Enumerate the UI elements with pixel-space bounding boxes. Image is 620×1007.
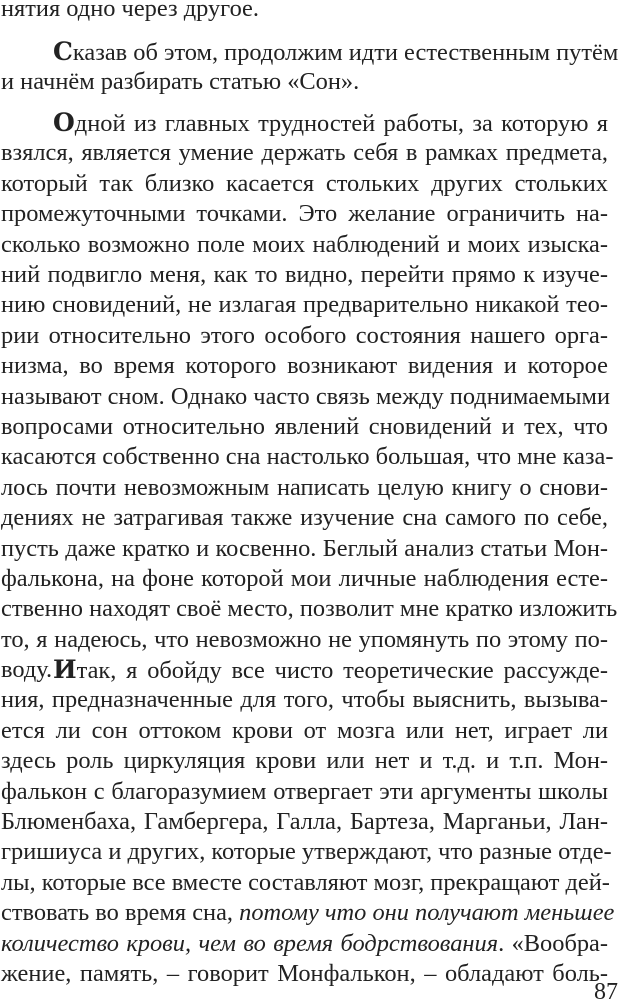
line-text: нятия одно через другое. (1, 0, 259, 22)
text-line (53, 108, 608, 138)
line-text: сколько возможно поле моих наблюдений и моих изыска- (1, 230, 608, 258)
line-text: фалькона, на фоне которой мои личные наблюдения есте- (1, 565, 608, 592)
text-line (53, 655, 608, 685)
line-text-after: . «Вообра- (498, 929, 608, 957)
text-line (1, 625, 608, 655)
text-line (1, 929, 608, 959)
line-text: лось почти невозможным написать целую книгу о снови- (1, 473, 608, 501)
italic-text: потому что они получают меньшее (239, 899, 615, 927)
drop-cap-letter: С (53, 37, 73, 66)
text-line (1, 442, 614, 472)
text-line (1, 412, 608, 442)
text-line (1, 260, 608, 290)
line-text: ствовать во время сна, (1, 899, 240, 927)
text-line (1, 230, 608, 260)
text-line (1, 837, 612, 867)
text-line (1, 898, 615, 928)
text-line (53, 37, 619, 67)
text-line (1, 351, 608, 381)
page-number: 87 (594, 979, 618, 1005)
text-line (1, 290, 608, 320)
line-text: лы, которые все вместе составляют мозг, прекращают дей- (1, 868, 610, 896)
text-line (1, 868, 608, 898)
text-line (1, 564, 608, 594)
text-line (1, 138, 608, 168)
line-text: ется ли сон оттоком крови от мозга или нет, играет ли (1, 716, 608, 744)
line-text: дениях не затрагивая также изучение сна самого по себе, (1, 504, 608, 532)
line-text: касаются собственно сна настолько большая, что мне каза- (1, 443, 614, 471)
line-text: фалькон с благоразумием отвергает эти аргументы школы (1, 777, 608, 805)
text-line (1, 321, 608, 351)
line-text: называют сном. Однако часто связь между поднимаемыми (1, 382, 611, 410)
line-text: дной из главных трудностей работы, за которую я (74, 110, 608, 137)
line-text: гришиуса и других, которые утверждают, что разные отде- (1, 838, 612, 866)
line-text: здесь роль циркуляция крови или нет и т.д. и т.п. Мон- (1, 747, 608, 775)
text-line (1, 382, 611, 412)
line-text: то, я надеюсь, что невозможно не упомянуть по этому по- (1, 625, 608, 653)
line-text: воду. (1, 656, 53, 684)
text-line (1, 777, 608, 807)
text-line (1, 534, 608, 564)
text-line (1, 199, 608, 229)
line-text: и начнём разбирать статью «Сон». (1, 68, 360, 96)
line-text: так, я обойду все чисто теоретические рассужде- (76, 657, 608, 684)
drop-cap-letter: И (53, 655, 77, 684)
line-text: пусть даже кратко и косвенно. Беглый анализ статьи Мон- (1, 534, 608, 562)
text-line (1, 746, 608, 776)
line-text: казав об этом, продолжим идти естественным путём (72, 39, 619, 66)
text-line (1, 0, 608, 24)
line-text: который так близко касается стольких других стольких (1, 169, 608, 197)
line-text: ственно находят своё место, позволит мне кратко изложить (1, 595, 618, 623)
line-text: ния, предназначенные для того, чтобы выяснить, вызыва- (1, 686, 608, 714)
line-text: ний подвигло меня, как то видно, перейти прямо к изуче- (1, 261, 608, 288)
line-text: рии относительно этого особого состояния нашего орга- (1, 321, 608, 349)
line-text: низма, во время которого возникают видения и которое (1, 352, 608, 380)
text-line (1, 807, 608, 837)
line-text: нию сновидений, не излагая предварительно никакой тео- (1, 291, 608, 319)
text-line (1, 716, 608, 746)
text-line (1, 67, 608, 97)
line-text: взялся, является умение держать себя в рамках предмета, (1, 139, 608, 167)
text-line (1, 169, 608, 199)
line-text: Блюменбаха, Гамбергера, Галла, Бартеза, Марганьи, Лан- (1, 808, 608, 835)
line-text: промежуточными точками. Это желание ограничить на- (1, 200, 608, 228)
drop-cap-letter: О (53, 108, 75, 137)
text-line (1, 685, 608, 715)
text-line (1, 594, 618, 624)
text-line (1, 959, 608, 989)
line-text: вопросами относительно явлений сновидений и тех, что (1, 413, 608, 440)
text-line (1, 503, 608, 533)
line-text: жение, память, – говорит Монфалькон, – обладают боль- (1, 960, 608, 987)
text-line (1, 473, 608, 503)
italic-text: количество крови, чем во время бодрствования (1, 929, 499, 957)
